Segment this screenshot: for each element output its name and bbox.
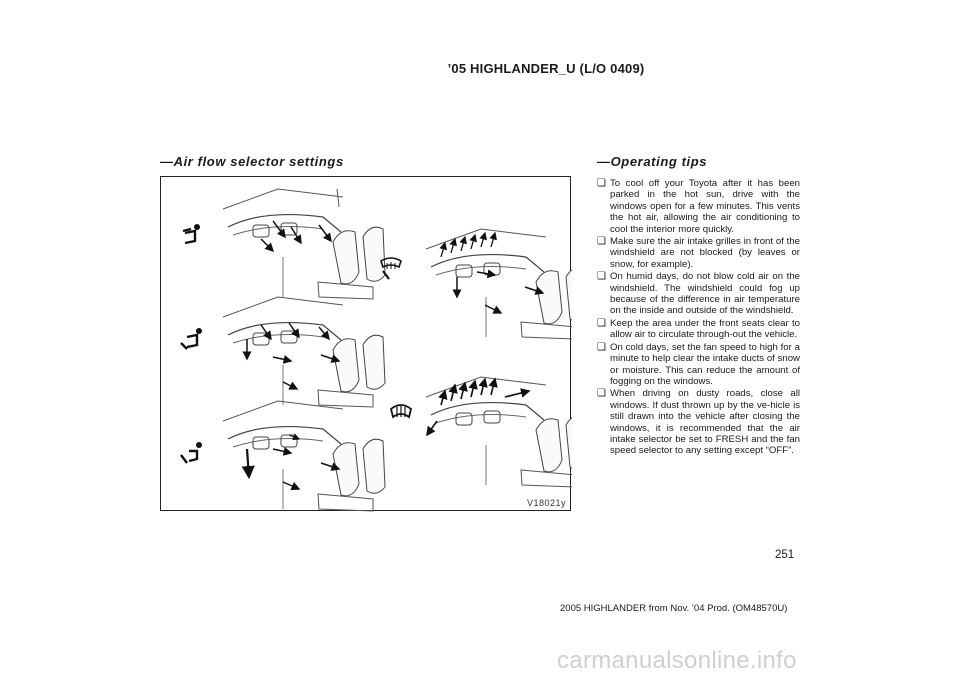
- floor-mode-illustration: [223, 401, 385, 511]
- operating-tips-title: —Operating tips: [597, 154, 708, 169]
- air-flow-section-title: —Air flow selector settings: [160, 154, 344, 169]
- bullet-icon: ❑: [597, 341, 606, 353]
- tip-item: ❑ To cool off your Toyota after it has been parked in the hot sun, drive with the windows open for a few minutes. This vents the hot air, allowing the air conditioning to cool the interior more quickly.: [597, 178, 800, 235]
- bullet-icon: ❑: [597, 178, 606, 189]
- bullet-icon: ❑: [597, 317, 606, 329]
- watermark-link[interactable]: carmanualsonline.info: [557, 647, 797, 674]
- floor-icon: [181, 442, 202, 463]
- defroster-icon: [391, 405, 411, 417]
- document-footer: 2005 HIGHLANDER from Nov. ’04 Prod. (OM48570U): [560, 603, 788, 614]
- defroster-mode-illustration: [426, 377, 572, 487]
- floor-windshield-mode-illustration: [426, 229, 572, 339]
- bi-level-mode-illustration: [223, 297, 385, 407]
- document-header: ’05 HIGHLANDER_U (L/O 0409): [447, 61, 645, 76]
- air-flow-figure: [160, 176, 571, 511]
- bullet-icon: ❑: [597, 388, 606, 400]
- tip-item: ❑ When driving on dusty roads, close all windows. If dust thrown up by the ve-hicle is still drawn into the vehicle after closing the windows, it is recommended that the air intake selector be set to FRESH and the fan speed selector to any setting except “OFF”.: [597, 388, 800, 457]
- face-mode-illustration: [223, 189, 385, 299]
- tip-item: ❑ Make sure the air intake grilles in front of the windshield are not blocked (by leaves or snow, for example).: [597, 236, 800, 270]
- tip-item: ❑ On humid days, do not blow cold air on the windshield. The windshield could fog up because of the difference in air temperature on the inside and outside of the windshield.: [597, 271, 800, 317]
- bullet-icon: ❑: [597, 236, 606, 248]
- operating-tips-list: [597, 178, 800, 458]
- tip-item: ❑ On cold days, set the fan speed to high for a minute to help clear the intake ducts of snow or moisture. This can reduce the amount of fogging on the windows.: [597, 341, 800, 387]
- page-number: 251: [775, 549, 795, 561]
- bi-level-icon: [181, 328, 202, 349]
- tip-item: ❑ Keep the area under the front seats clear to allow air to circulate through-out the vehicle.: [597, 317, 800, 341]
- bullet-icon: ❑: [597, 271, 606, 283]
- face-vent-icon: [183, 224, 200, 243]
- figure-code: V18021y: [526, 498, 566, 508]
